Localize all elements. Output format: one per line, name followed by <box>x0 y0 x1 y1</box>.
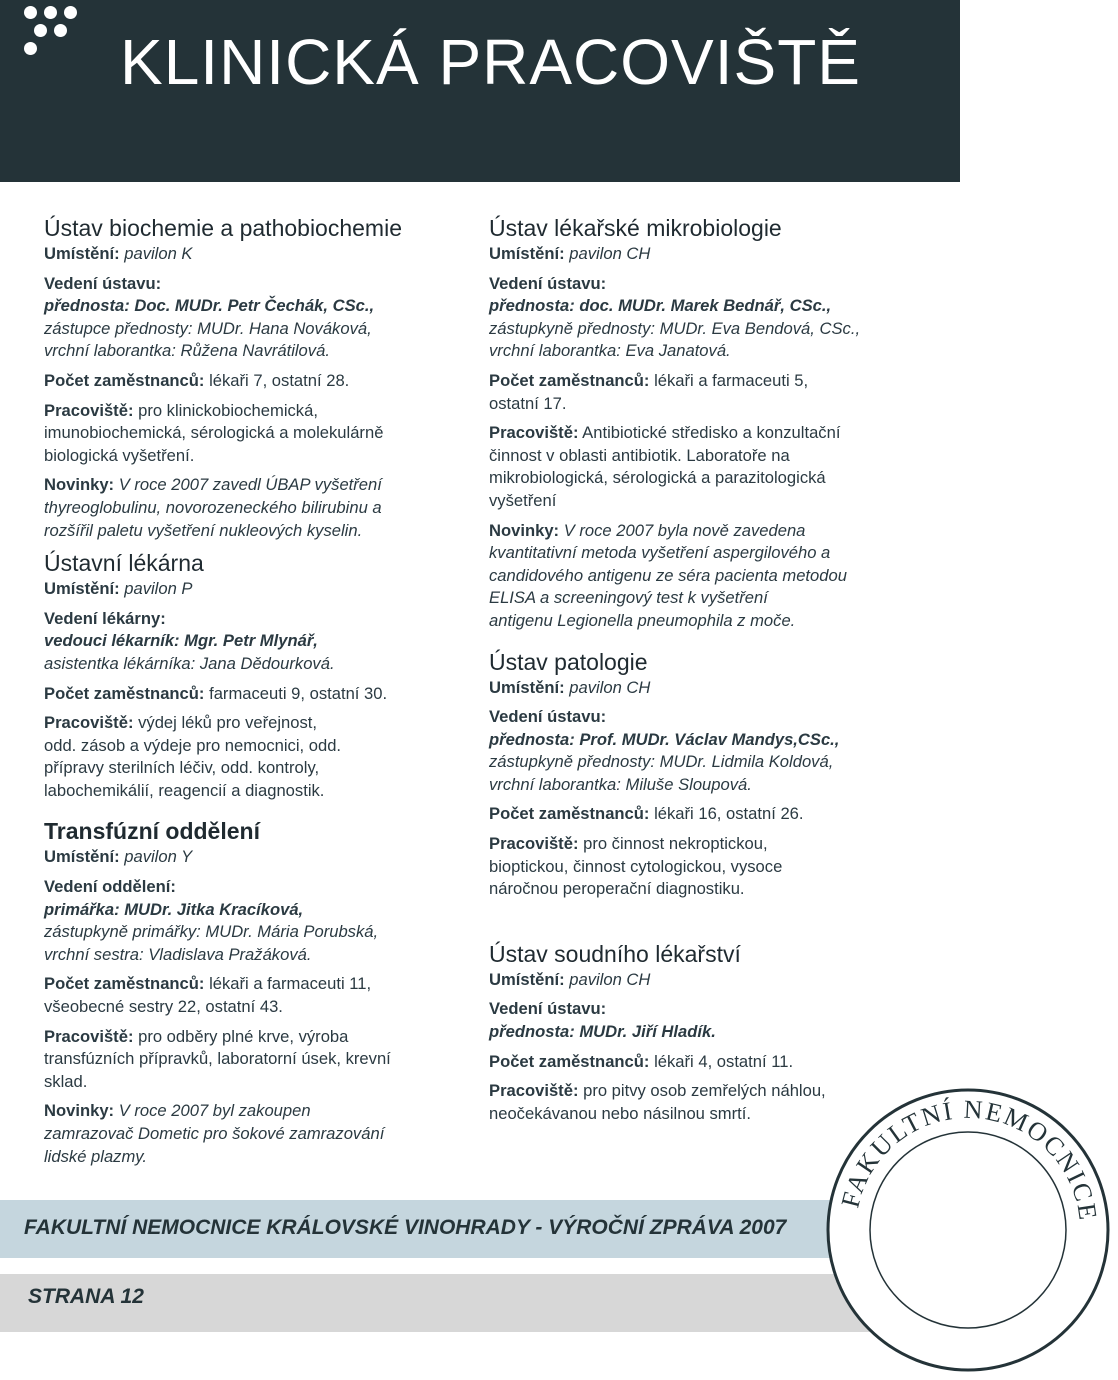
deputy-line: zástupkyně přednosty: MUDr. Lidmila Koldová, <box>489 752 834 772</box>
news-line: antigenu Legionella pneumophila z moče. <box>489 610 796 630</box>
page-number: STRANA 12 <box>28 1285 144 1308</box>
workplace-line: odd. zásob a výdeje pro nemocnici, odd. <box>44 735 342 755</box>
head-line: přednosta: MUDr. Jiří Hladík. <box>489 1022 716 1042</box>
workplace-line: sklad. <box>44 1071 88 1091</box>
staff-line <box>44 683 464 706</box>
staff-label: Počet zaměstnanců: <box>489 370 650 390</box>
deputy-line: zástupce přednosty: MUDr. Hana Nováková, <box>44 318 372 338</box>
workplace-label: Pracoviště: <box>489 1081 579 1101</box>
staff-value: lékaři a farmaceuti 11, <box>209 974 372 994</box>
workplace-label: Pracoviště: <box>44 1026 134 1046</box>
news-line: kvantitativní metoda vyšetření aspergilového a <box>489 543 831 563</box>
news-label: Novinky: <box>489 520 560 540</box>
news-label: Novinky: <box>44 475 115 495</box>
workplace-line: labochemikálií, reagencií a diagnostik. <box>44 780 325 800</box>
section-title: Ústav lékařské mikrobiologie <box>489 215 782 241</box>
location-value: pavilon K <box>124 244 193 263</box>
workplace-line <box>489 833 929 856</box>
deputy-line: zástupkyně přednosty: MUDr. Eva Bendová, CSc., <box>489 318 861 338</box>
head-line: přednosta: Doc. MUDr. Petr Čechák, CSc., <box>44 296 375 316</box>
workplace-text: pro činnost nekroptickou, <box>583 834 768 854</box>
staff-value: farmaceuti 9, ostatní 30. <box>209 683 388 703</box>
section-title: Ústavní lékárna <box>44 550 204 577</box>
publication-title: FAKULTNÍ NEMOCNICE KRÁLOVSKÉ VINOHRADY - VÝROČNÍ ZPRÁVA 2007 <box>24 1216 787 1239</box>
workplace-text: pro klinickobiochemická, <box>138 400 318 420</box>
workplace-line: přípravy sterilních léčiv, odd. kontroly, <box>44 758 320 778</box>
news-label: Novinky: <box>44 1101 115 1121</box>
location-line <box>44 243 464 266</box>
workplace-label: Pracoviště: <box>489 834 579 854</box>
staff-line <box>489 370 929 393</box>
location-label: Umístění: <box>489 244 565 263</box>
section-title: Ústav soudního lékařství <box>489 940 741 967</box>
right-column <box>489 213 929 1125</box>
staff-line <box>44 370 464 393</box>
staff-line <box>44 973 464 996</box>
section-pharmacy <box>44 548 464 802</box>
dots-logo-icon <box>22 6 82 56</box>
workplace-text: Antibiotické středisko a konzultační <box>582 423 841 443</box>
section-title: Ústav biochemie a pathobiochemie <box>44 215 402 241</box>
head-line: primářka: MUDr. Jitka Kracíková, <box>44 899 304 919</box>
head-line: přednosta: doc. MUDr. Marek Bednář, CSc., <box>489 296 832 316</box>
workplace-line: činnost v oblasti antibiotik. Laboratoře na <box>489 445 790 465</box>
lab-line: vrchní laborantka: Miluše Sloupová. <box>489 774 752 794</box>
workplace-label: Pracoviště: <box>489 423 579 443</box>
page-title: KLINICKÁ PRACOVIŠTĚ <box>120 26 861 98</box>
workplace-text: pro odběry plné krve, výroba <box>138 1026 349 1046</box>
workplace-line: mikrobiologická, sérologická a parazitologická <box>489 468 826 488</box>
news-line: ELISA a screeningový test k vyšetření <box>489 588 768 608</box>
section-transfusion <box>44 816 464 1168</box>
lab-line: vrchní laborantka: Růžena Navrátilová. <box>44 341 330 361</box>
location-line <box>44 846 464 869</box>
location-line <box>489 243 929 266</box>
staff-line <box>489 803 929 826</box>
staff-label: Počet zaměstnanců: <box>44 370 205 390</box>
assistant-line: asistentka lékárníka: Jana Dědourková. <box>44 653 335 673</box>
seal-text: FAKULTNÍ NEMOCNICE <box>835 1094 1103 1224</box>
news-line: thyreoglobulinu, novorozeneckého bilirubinu a <box>44 497 382 517</box>
workplace-label: Pracoviště: <box>44 713 134 733</box>
news-line: zamrazovač Dometic pro šokové zamrazování <box>44 1124 385 1143</box>
location-value: pavilon Y <box>124 847 193 867</box>
location-label: Umístění: <box>44 579 120 599</box>
staff-value: lékaři a farmaceuti 5, <box>654 370 809 390</box>
location-line <box>489 677 929 700</box>
news-line: lidské plazmy. <box>44 1146 147 1166</box>
news-line: candidového antigenu ze séra pacienta metodou <box>489 565 847 585</box>
workplace-text: pro pitvy osob zemřelých náhlou, <box>583 1081 826 1101</box>
location-value: pavilon CH <box>569 244 651 263</box>
management-label: Vedení lékárny: <box>44 608 166 628</box>
location-label: Umístění: <box>489 677 565 697</box>
staff-value: lékaři 4, ostatní 11. <box>654 1051 794 1071</box>
location-value: pavilon CH <box>569 969 651 989</box>
head-line: vedouci lékarník: Mgr. Petr Mlynář, <box>44 631 318 651</box>
workplace-line: biologická vyšetření. <box>44 445 195 465</box>
staff-line: ostatní 17. <box>489 393 567 413</box>
staff-label: Počet zaměstnanců: <box>489 804 650 824</box>
location-line <box>44 578 464 601</box>
workplace-line: bioptickou, činnost cytologickou, vysoce <box>489 856 783 876</box>
staff-value: lékaři 16, ostatní 26. <box>654 804 804 824</box>
workplace-line: transfúzních přípravků, laboratorní úsek, krevní <box>44 1049 391 1069</box>
staff-label: Počet zaměstnanců: <box>489 1051 650 1071</box>
news-text: V roce 2007 byl zakoupen <box>118 1101 311 1121</box>
workplace-line: náročnou peroperační diagnostiku. <box>489 879 745 899</box>
workplace-line <box>44 400 464 423</box>
workplace-line <box>44 1026 464 1049</box>
hospital-seal-icon <box>818 1080 1118 1380</box>
section-biochemistry <box>44 213 464 542</box>
management-label: Vedení ústavu: <box>489 707 607 727</box>
section-title: Ústav patologie <box>489 648 648 675</box>
location-label: Umístění: <box>44 244 120 263</box>
news-line: rozšířil paletu vyšetření nukleových kyselin. <box>44 520 363 540</box>
news-text: V roce 2007 byla nově zavedena <box>563 520 806 540</box>
workplace-line: imunobiochemická, sérologická a molekulárně <box>44 423 384 443</box>
lab-line: vrchní laborantka: Eva Janatová. <box>489 341 731 361</box>
location-label: Umístění: <box>44 847 120 867</box>
management-label: Vedení oddělení: <box>44 877 176 897</box>
news-line <box>44 1100 464 1123</box>
staff-label: Počet zaměstnanců: <box>44 974 205 994</box>
staff-line <box>489 1051 929 1074</box>
page-number-band <box>0 1274 960 1332</box>
page-header <box>0 0 960 182</box>
location-line <box>489 969 929 992</box>
section-pathology <box>489 647 929 901</box>
workplace-line <box>44 712 464 735</box>
section-title: Transfúzní oddělení <box>44 818 260 845</box>
workplace-text: výdej léků pro veřejnost, <box>138 713 318 733</box>
left-column <box>44 213 464 1168</box>
management-label: Vedení ústavu: <box>44 273 162 293</box>
head-line: přednosta: Prof. MUDr. Václav Mandys,CSc., <box>489 729 840 749</box>
staff-value: lékaři 7, ostatní 28. <box>209 370 350 390</box>
news-line <box>44 474 464 497</box>
workplace-line <box>489 422 929 445</box>
news-text: V roce 2007 zavedl ÚBAP vyšetření <box>118 475 382 495</box>
location-label: Umístění: <box>489 969 565 989</box>
staff-label: Počet zaměstnanců: <box>44 683 205 703</box>
management-label: Vedení ústavu: <box>489 273 607 293</box>
workplace-label: Pracoviště: <box>44 400 134 420</box>
workplace-line: vyšetření <box>489 490 557 510</box>
news-line <box>489 520 929 543</box>
deputy-line: zástupkyně primářky: MUDr. Mária Porubská, <box>44 922 379 942</box>
staff-line: všeobecné sestry 22, ostatní 43. <box>44 997 283 1017</box>
nurse-line: vrchní sestra: Vladislava Pražáková. <box>44 944 312 964</box>
workplace-line: neočekávanou nebo násilnou smrtí. <box>489 1103 751 1123</box>
location-value: pavilon CH <box>569 677 651 697</box>
section-microbiology <box>489 213 929 633</box>
location-value: pavilon P <box>124 579 193 599</box>
management-label: Vedení ústavu: <box>489 999 607 1019</box>
